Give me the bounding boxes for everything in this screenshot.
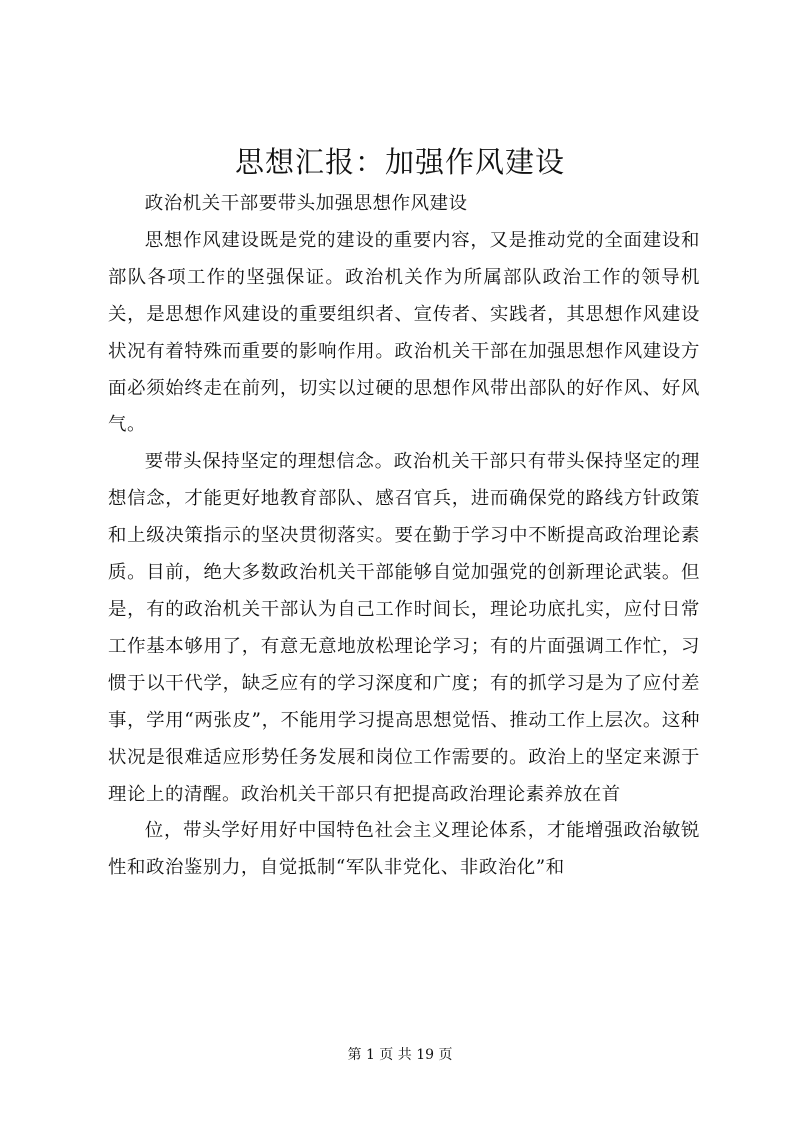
paragraph: 位，带头学好用好中国特色社会主义理论体系，才能增强政治敏锐性和政治鉴别力，自觉抵制“军队非党化、非政治化”和 bbox=[108, 820, 700, 879]
document-title: 思想汇报：加强作风建设 bbox=[234, 145, 565, 179]
page-footer: 第 1 页 共 19 页 bbox=[347, 1047, 453, 1063]
document-body bbox=[108, 186, 700, 887]
paragraph: 要带头保持坚定的理想信念。政治机关干部只有带头保持坚定的理想信念，才能更好地教育部队、感召官兵，进而确保党的路线方针政策和上级决策指示的坚决贯彻落实。要在勤于学习中不断提高政治理论素质。目前，绝大多数政治机关干部能够自觉加强党的创新理论武装。但是，有的政治机关干部认为自己工作时间长，理论功底扎实，应付日常工作基本够用了，有意无意地放松理论学习；有的片面强调工作忙，习惯于以干代学，缺乏应有的学习深度和广度；有的抓学习是为了应付差事，学用“两张皮”，不能用学习提高思想觉悟、推动工作上层次。这种状况是很难适应形势任务发展和岗位工作需要的。政治上的坚定来源于理论上的清醒。政治机关干部只有把提高政治理论素养放在首 bbox=[108, 451, 700, 805]
paragraph: 思想作风建设既是党的建设的重要内容，又是推动党的全面建设和部队各项工作的坚强保证。政治机关作为所属部队政治工作的领导机关，是思想作风建设的重要组织者、宣传者、实践者，其思想作风建设状况有着特殊而重要的影响作用。政治机关干部在加强思想作风建设方面必须始终走在前列，切实以过硬的思想作风带出部队的好作风、好风气。 bbox=[108, 229, 700, 436]
paragraph-subtitle: 政治机关干部要带头加强思想作风建设 bbox=[144, 193, 468, 214]
